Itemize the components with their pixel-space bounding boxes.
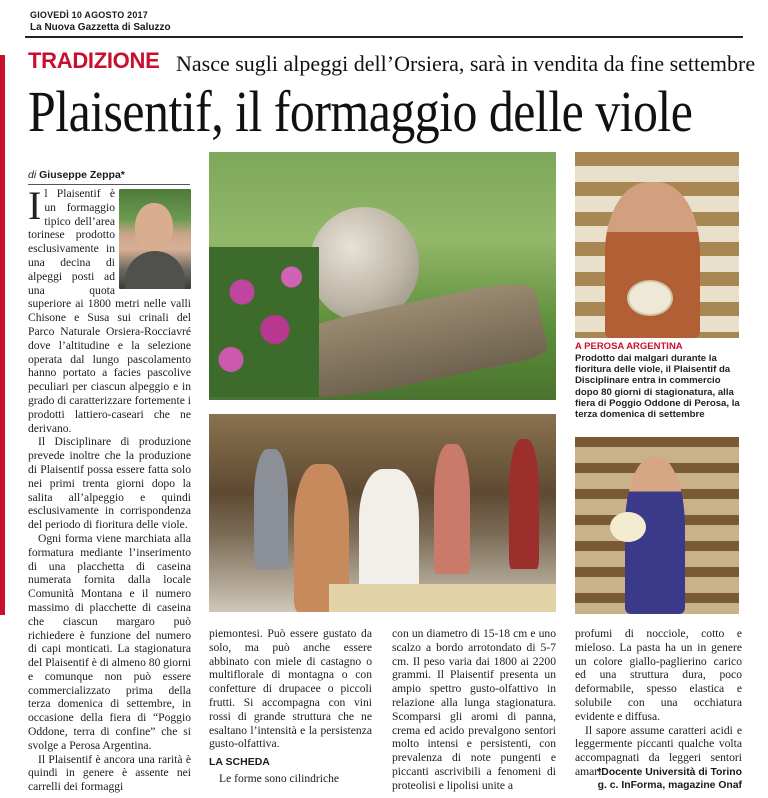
photo-stone-and-violets — [209, 152, 556, 400]
issue-date: GIOVEDÌ 10 AGOSTO 2017 — [30, 10, 148, 20]
caption-body: Prodotto dai malgari durante la fioritura delle viole, il Plaisentif da Disciplinare entra in commercio dopo 80 giorni di stagionatura, alla fiera di Poggio Oddone di Perosa, la terza domenica di settembre — [575, 353, 740, 421]
article-column-1 — [28, 183, 191, 794]
author-photo — [119, 189, 191, 289]
paragraph-text: l Plaisentif è un formaggio tipico dell’area torinese prodotto esclusivamente in una decina di alpeggi posti ad una quota superiore ai 1800 metri nelle valli Chisone e Susa sui crinali del Parco Naturale Orsiera-Rocciavré dove l’altitudine e la selezione operata dal lungo pascolamento hanno portato a facies pascolive peculiari per ciascun alpeggio e in grado di caratterizzare fortemente i prodotti lattiero-caseari che ne derivano. — [28, 187, 191, 435]
byline — [28, 169, 190, 185]
paragraph: Il Disciplinare di produzione prevede inoltre che la produzione di Plaisentif possa essere fatta solo nei primi trenta giorni dopo la salita all’alpeggio e quindi esclusivamente in corrispondenza del periodo di fioritura delle viole. — [28, 435, 191, 532]
paragraph: Le forme sono cilindriche — [219, 771, 340, 785]
author-photo-face — [135, 203, 173, 251]
article-column-3 — [392, 627, 556, 795]
author-photo-shoulders — [125, 251, 185, 289]
article-subhead: Nasce sugli alpeggi dell’Orsiera, sarà in vendita da fine settembre — [176, 51, 756, 76]
signature-line: *Docente Università di Torino — [597, 767, 742, 778]
caption-title: A PEROSA ARGENTINA — [575, 341, 683, 352]
article-column-2 — [209, 627, 372, 795]
paragraph: Il Plaisentif è ancora una rarità è quindi in genere è assente nei carrelli dei formaggi — [28, 752, 191, 794]
paragraph: Ogni forma viene marchiata alla formatura mediante l’inserimento di una placchetta di caseina numerata fornita dalla locale Comunità Montana e il numero massimo di placchette di caseina che ciascun margaro può richiedere è funzione del numero di capi monticati. La stagionatura del Plaisentif è di almeno 80 giorni e comunque non può essere commercializzato prima della terza domenica di settembre, in occasione della fiera di “Poggio Oddone, terra di confine” che si svolge a Perosa Argentina. — [28, 531, 191, 752]
article-headline: Plaisentif, il formaggio delle viole — [28, 79, 693, 144]
newspaper-name: La Nuova Gazzetta di Saluzzo — [30, 22, 171, 33]
photo-fair-cheese-cutting — [209, 414, 556, 612]
drop-cap: I — [28, 183, 42, 228]
photo-person — [509, 439, 539, 569]
factsheet-heading: LA SCHEDA — [209, 756, 270, 769]
photo-flowers — [209, 247, 319, 397]
author-signature — [575, 766, 742, 792]
photo-cheese-wheel — [610, 512, 646, 542]
masthead-divider — [25, 36, 743, 38]
byline-prefix: di — [28, 169, 37, 181]
photo-cheese-wheel — [627, 280, 673, 316]
section-kicker: TRADIZIONE — [28, 48, 160, 73]
photo-cheese-table — [329, 584, 556, 612]
paragraph: piemontesi. Può essere gustato da solo, ma può anche essere abbinato con miele di castagno o multiflorale di montagna o con confetture di drupacee o piccoli frutti. Si accompagna con vini rossi di grande struttura che ne esaltano l’intensità e la persistenza gusto-olfattiva. — [209, 627, 372, 751]
photo-person — [254, 449, 288, 569]
paragraph: con un diametro di 15-18 cm e uno scalzo a bordo arrotondato di 5-7 cm. Il peso varia dai 1800 ai 2200 grammi. Il Plaisentif presenta un ampio spettro gusto-olfattivo in relazione alla lunga stagionatura. Scomparsi gli aromi di panna, crema ed acido prevalgono sentori molto intensi e persistenti, con prevalenza di note pungenti e piccanti ascrivibili a fenomeni di proteolisi e lipolisi unite a — [392, 627, 556, 792]
byline-author: Giuseppe Zeppa* — [39, 169, 125, 181]
paragraph: Il sapore assume caratteri acidi e leggermente piccanti qualche volta accompagnati da leggeri sentori amari. — [575, 723, 742, 778]
photo-aging-cellar — [575, 437, 739, 614]
photo-person — [359, 469, 419, 594]
photo-person — [434, 444, 470, 574]
signature-line: g. c. InForma, magazine Onaf — [597, 780, 742, 791]
page-edge-bar — [0, 55, 5, 615]
paragraph: profumi di nocciole, cotto e mieloso. La pasta ha un in genere un colore giallo-paglierino carico ed una struttura dura, poco deformabile, spesso elastica e solubile con una occhiatura evidente e diffusa. — [575, 627, 742, 723]
photo-cheesemaker-shelves — [575, 152, 739, 338]
